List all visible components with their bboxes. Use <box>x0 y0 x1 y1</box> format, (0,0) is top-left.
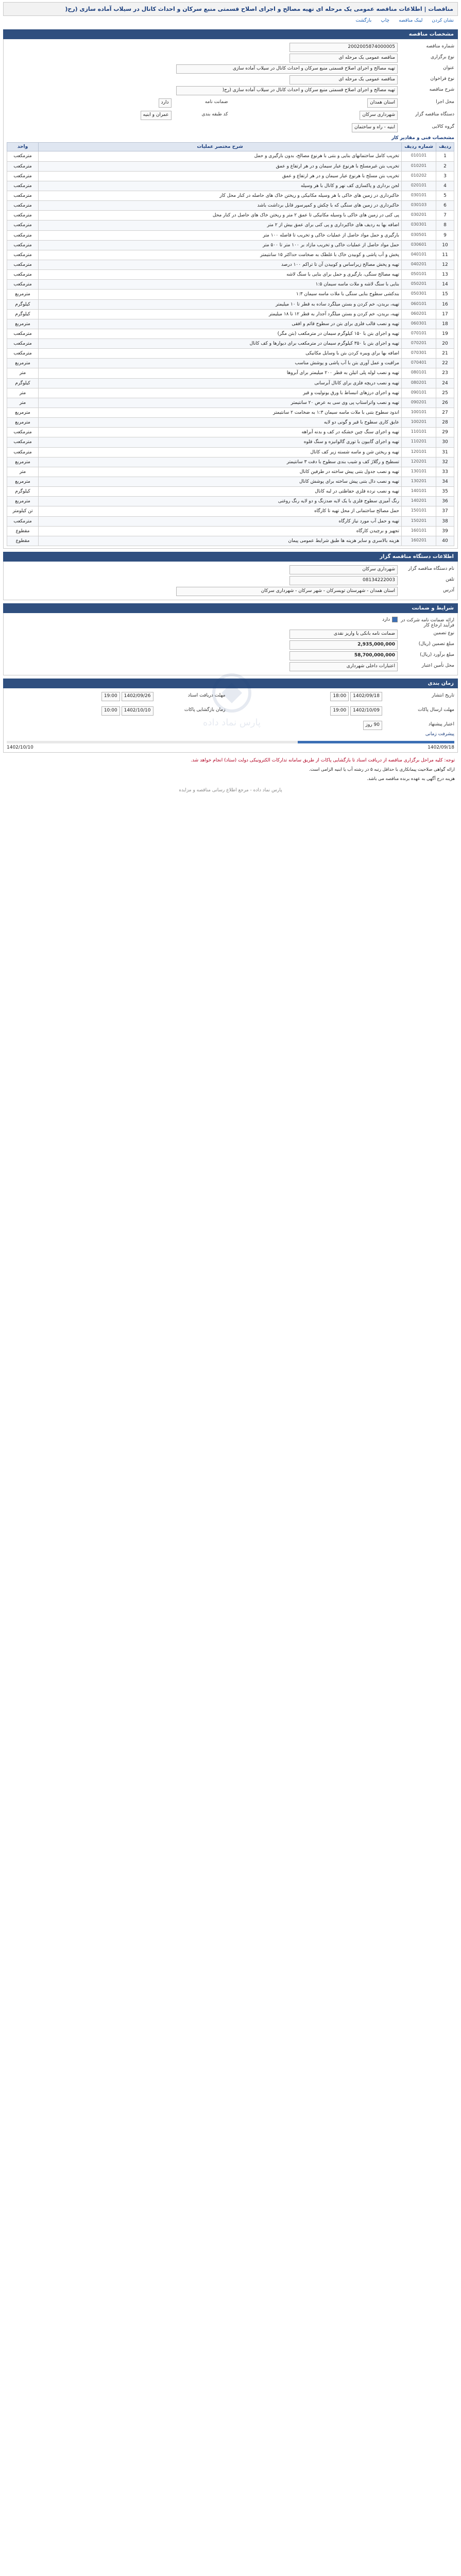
cell-num: 34 <box>436 477 454 487</box>
table-row <box>7 487 454 497</box>
class-label: کد طبقه بندی <box>201 112 228 117</box>
submit-label: مهلت ارسال پاکات <box>418 707 454 713</box>
table-row <box>7 309 454 319</box>
publish-time: 18:00 <box>330 692 349 701</box>
cell-code: 030101 <box>402 191 436 200</box>
cell-unit: مترمکعب <box>7 230 39 240</box>
submit-date: 1402/10/09 <box>350 706 382 716</box>
table-row <box>7 506 454 516</box>
cell-num: 10 <box>436 240 454 250</box>
cell-num: 38 <box>436 516 454 526</box>
c1-label: ارائه ضمانت نامه شرکت در فرآیند ارجاع کار <box>401 618 454 629</box>
header-links <box>3 16 458 25</box>
org-name-label: نام دستگاه مناقصه گزار <box>408 566 454 572</box>
cell-unit: مترمکعب <box>7 428 39 437</box>
cell-unit: مترمربع <box>7 359 39 368</box>
group-label: گروه کالایی <box>432 124 454 130</box>
details-section <box>3 29 458 549</box>
cell-num: 13 <box>436 270 454 280</box>
table-row <box>7 260 454 269</box>
cell-num: 37 <box>436 506 454 516</box>
cell-desc: تهیه و نصب جدول بتنی پیش ساخته در طرفین کانال <box>39 467 402 477</box>
cell-desc: بندکشی سطوح بنایی سنگی با ملات ماسه سیمان ۱:۳ <box>39 290 402 299</box>
page-header <box>0 0 461 26</box>
cell-desc: بارگیری و حمل مواد حاصل از عملیات خاکی و تخریب تا فاصله ۱۰۰ متر <box>39 230 402 240</box>
cell-desc: مراقبت و عمل آوری بتن با آب پاشی و پوشش مناسب <box>39 359 402 368</box>
cell-num: 25 <box>436 388 454 398</box>
cell-code: 080101 <box>402 368 436 378</box>
cell-code: 120201 <box>402 457 436 467</box>
table-row <box>7 201 454 211</box>
col-num: ردیف <box>436 143 454 151</box>
table-row <box>7 408 454 418</box>
cell-num: 39 <box>436 526 454 536</box>
cell-num: 30 <box>436 437 454 447</box>
place: استان همدان <box>367 98 398 108</box>
cell-desc: تهیه و نصب دال بتنی پیش ساخته برای پوشش کانال <box>39 477 402 487</box>
cell-unit: مترمربع <box>7 457 39 467</box>
org-section <box>3 552 458 600</box>
progress-fill <box>298 741 454 743</box>
cell-desc: حمل مصالح ساختمانی از محل تهیه تا کارگاه <box>39 506 402 516</box>
dates-header: زمان بندی <box>3 679 458 688</box>
cell-desc: تهیه و نصب نرده فلزی حفاظتی در لبه کانال <box>39 487 402 497</box>
rule: مناقصه عمومی یک مرحله ای <box>289 75 398 84</box>
org-header: اطلاعات دستگاه مناقصه گزار <box>3 552 458 562</box>
c4-label: مبلغ برآورد (ریال) <box>420 652 454 658</box>
back-link[interactable]: بازگشت <box>355 18 372 24</box>
cell-unit: مترمربع <box>7 319 39 329</box>
address-label: آدرس <box>443 588 454 594</box>
table-row <box>7 447 454 457</box>
cell-code: 060101 <box>402 299 436 309</box>
cell-num: 16 <box>436 299 454 309</box>
print-link[interactable]: چاپ <box>381 18 390 24</box>
org: شهرداری سرکان <box>360 111 398 120</box>
cell-code: 010201 <box>402 161 436 171</box>
progress-end: 1402/10/10 <box>7 745 33 751</box>
conditions-section <box>3 603 458 675</box>
cell-num: 23 <box>436 368 454 378</box>
details-header: مشخصات مناقصه <box>3 29 458 39</box>
cell-unit: مترمکعب <box>7 437 39 447</box>
cell-code: 110201 <box>402 437 436 447</box>
cell-code: 150101 <box>402 506 436 516</box>
cell-code: 160101 <box>402 526 436 536</box>
cell-num: 21 <box>436 349 454 359</box>
cell-desc: پخش و آب پاشی و کوبیدن خاک با غلطک به ضخامت حداکثر ۱۵ سانتیمتر <box>39 250 402 260</box>
cell-desc: تخریب بتن مسلح با هرنوع عیار سیمان و در هر ارتفاع و عمق <box>39 171 402 181</box>
cell-desc: خاکبرداری در زمین های خاکی با هر وسیله مکانیکی و ریختن خاک های حاصله در کنار محل کار <box>39 191 402 200</box>
cell-num: 31 <box>436 447 454 457</box>
cell-num: 12 <box>436 260 454 269</box>
cell-desc: تهیه و پخش مصالح زیراساس و کوبیدن آن تا تراکم ۱۰۰ درصد <box>39 260 402 269</box>
table-row <box>7 191 454 200</box>
place-label: محل اجرا <box>436 99 454 105</box>
cell-unit: مترمکعب <box>7 191 39 200</box>
table-row <box>7 359 454 368</box>
cell-code: 090201 <box>402 398 436 408</box>
cell-desc: تهیه، بریدن، خم کردن و بستن میلگرد آجدار به قطر ۱۲ تا ۱۸ میلیمتر <box>39 309 402 319</box>
type: مناقصه عمومی یک مرحله ای <box>289 54 398 63</box>
note-1: توجه: کلیه مراحل برگزاری مناقصه از دریافت اسناد تا بازگشایی پاکات از طریق سامانه تدارکات الکترونیکی دولت (ستاد) انجام خواهد شد. <box>191 758 455 764</box>
cell-code: 130201 <box>402 477 436 487</box>
cell-num: 4 <box>436 181 454 191</box>
cell-num: 27 <box>436 408 454 418</box>
cell-unit: کیلوگرم <box>7 378 39 388</box>
cell-desc: حمل مواد حاصل از عملیات خاکی و تخریب مازاد بر ۱۰۰ متر تا ۵۰۰ متر <box>39 240 402 250</box>
items-table <box>7 142 454 546</box>
cell-code: 050101 <box>402 270 436 280</box>
deposit: دارد <box>159 98 172 108</box>
cell-code: 120101 <box>402 447 436 457</box>
cell-code: 030601 <box>402 240 436 250</box>
c1-checkbox <box>392 617 398 622</box>
cell-num: 2 <box>436 161 454 171</box>
cell-unit: مقطوع <box>7 536 39 546</box>
cell-desc: اضافه بها به ردیف های خاکبرداری و پی کنی برای عمق بیش از ۲ متر <box>39 221 402 230</box>
cell-desc: لجن برداری و پاکسازی کف نهر و کانال با هر وسیله <box>39 181 402 191</box>
cell-desc: تهیه و اجرای بتن با ۱۵۰ کیلوگرم سیمان در مترمکعب (بتن مگر) <box>39 329 402 338</box>
c4: 58,700,000,000 <box>289 651 398 660</box>
cell-code: 070201 <box>402 339 436 349</box>
cell-unit: مترمکعب <box>7 250 39 260</box>
table-row <box>7 477 454 487</box>
cell-desc: تهیه مصالح سنگی، بارگیری و حمل برای بنایی با سنگ لاشه <box>39 270 402 280</box>
cell-code: 150201 <box>402 516 436 526</box>
table-row <box>7 211 454 221</box>
dates-section <box>3 679 458 753</box>
watermark-text: پارس نماد داده <box>203 717 261 728</box>
table-row <box>7 368 454 378</box>
items-title: مشخصات فنی و مقادیر کار <box>391 135 454 141</box>
c2-label: نوع تضمین <box>433 631 454 636</box>
c3: 2,935,000,000 <box>289 640 398 650</box>
table-row <box>7 221 454 230</box>
cell-num: 36 <box>436 497 454 506</box>
cell-code: 030201 <box>402 211 436 221</box>
class: عمران و ابنیه <box>141 111 172 120</box>
cell-num: 18 <box>436 319 454 329</box>
items-body <box>7 151 454 546</box>
cell-desc: اندود سطوح بتنی با ملات ماسه سیمان ۱:۳ به ضخامت ۲ سانتیمتر <box>39 408 402 418</box>
notes-section <box>3 756 458 784</box>
cell-desc: تهیه و اجرای سنگ چین خشکه در کف و بدنه آبراهه <box>39 428 402 437</box>
cell-num: 14 <box>436 280 454 290</box>
cell-desc: تسطیح و رگلاژ کف و شیب بندی سطوح با دقت ۳ سانتیمتر <box>39 457 402 467</box>
cell-num: 40 <box>436 536 454 546</box>
table-row <box>7 388 454 398</box>
table-row <box>7 290 454 299</box>
cell-unit: مترمربع <box>7 290 39 299</box>
cell-unit: مترمکعب <box>7 181 39 191</box>
table-row <box>7 378 454 388</box>
cell-desc: تهیه و نصب واتراستاپ پی وی سی به عرض ۲۰ سانتیمتر <box>39 398 402 408</box>
cell-desc: هزینه بالاسری و سایر هزینه ها طبق شرایط عمومی پیمان <box>39 536 402 546</box>
cell-desc: عایق کاری سطوح با قیر و گونی دو لایه <box>39 418 402 428</box>
cell-desc: اضافه بها برای ویبره کردن بتن با وسایل مکانیکی <box>39 349 402 359</box>
cell-unit: مترمکعب <box>7 161 39 171</box>
cell-num: 3 <box>436 171 454 181</box>
doc-date: 1402/09/26 <box>122 692 153 701</box>
table-row <box>7 526 454 536</box>
cell-num: 7 <box>436 211 454 221</box>
cell-code: 070401 <box>402 359 436 368</box>
c5: اعتبارات داخلی شهرداری <box>289 662 398 671</box>
title-value: تهیه مصالح و اجرای اصلاح قسمتی منبع سرکان و احداث کانال در سیلاب آماده سازی <box>176 64 398 74</box>
publish-date: 1402/09/18 <box>350 692 382 701</box>
cell-num: 9 <box>436 230 454 240</box>
cell-num: 28 <box>436 418 454 428</box>
cell-unit: مترمکعب <box>7 280 39 290</box>
footer: پارس نماد داده - مرجع اطلاع رسانی مناقصه و مزایده <box>179 788 282 793</box>
cell-unit: تن کیلومتر <box>7 506 39 516</box>
cell-num: 24 <box>436 378 454 388</box>
phone: 08134222003 <box>289 576 398 585</box>
cell-code: 090101 <box>402 388 436 398</box>
table-row <box>7 280 454 290</box>
type-label: نوع برگزاری <box>431 55 454 60</box>
cell-unit: مقطوع <box>7 526 39 536</box>
valid-label: اعتبار پیشنهاد <box>428 722 454 727</box>
table-row <box>7 240 454 250</box>
cell-code: 100201 <box>402 418 436 428</box>
cell-unit: کیلوگرم <box>7 487 39 497</box>
cell-num: 6 <box>436 201 454 211</box>
table-row <box>7 270 454 280</box>
cell-code: 030301 <box>402 221 436 230</box>
cell-unit: مترمکعب <box>7 221 39 230</box>
c1: دارد <box>382 617 390 623</box>
cell-num: 22 <box>436 359 454 368</box>
cell-num: 19 <box>436 329 454 338</box>
table-row <box>7 497 454 506</box>
cell-unit: مترمکعب <box>7 260 39 269</box>
cell-code: 050201 <box>402 280 436 290</box>
deposit-label: ضمانت نامه <box>204 99 228 105</box>
cell-desc: تهیه و ریختن شن و ماسه شسته زیر کف کانال <box>39 447 402 457</box>
cell-code: 060301 <box>402 319 436 329</box>
cell-desc: تهیه، بریدن، خم کردن و بستن میلگرد ساده به قطر تا ۱۰ میلیمتر <box>39 299 402 309</box>
org-name: شهرداری سرکان <box>289 565 398 574</box>
cell-code: 070301 <box>402 349 436 359</box>
cell-code: 070101 <box>402 329 436 338</box>
table-row <box>7 151 454 161</box>
c2: ضمانت نامه بانکی یا واریز نقدی <box>289 630 398 639</box>
cell-code: 040101 <box>402 250 436 260</box>
table-row <box>7 181 454 191</box>
cell-unit: مترمکعب <box>7 516 39 526</box>
cell-code: 010101 <box>402 151 436 161</box>
cell-unit: مترمربع <box>7 418 39 428</box>
cell-unit: متر <box>7 467 39 477</box>
c3-label: مبلغ تضمین (ریال) <box>418 641 454 647</box>
cell-unit: متر <box>7 398 39 408</box>
cell-num: 29 <box>436 428 454 437</box>
org-label: دستگاه مناقصه گزار <box>415 112 454 117</box>
cell-unit: مترمربع <box>7 408 39 418</box>
cell-num: 5 <box>436 191 454 200</box>
conditions-header: شرایط و ضمانت <box>3 603 458 613</box>
cell-num: 1 <box>436 151 454 161</box>
publish-label: تاریخ انتشار <box>432 693 454 699</box>
cell-code: 050301 <box>402 290 436 299</box>
phone-label: تلفن <box>446 577 454 583</box>
cell-desc: بنایی با سنگ لاشه و ملات ماسه سیمان ۱:۵ <box>39 280 402 290</box>
table-row <box>7 299 454 309</box>
cell-desc: تهیه و اجرای بتن با ۳۵۰ کیلوگرم سیمان در مترمکعب برای دیوارها و کف کانال <box>39 339 402 349</box>
progress-bar <box>7 741 454 743</box>
c5-label: محل تأمین اعتبار <box>421 663 454 669</box>
cell-num: 15 <box>436 290 454 299</box>
cell-desc: تهیه و نصب دریچه فلزی برای کانال آبرسانی <box>39 378 402 388</box>
table-row <box>7 437 454 447</box>
desc: تهیه مصالح و اجرای اصلاح قسمتی منبع سرکان و احداث کانال در سیلاب آماده سازی (رح( <box>176 86 398 95</box>
cell-unit: مترمکعب <box>7 171 39 181</box>
col-desc: شرح مختصر عملیات <box>39 143 402 151</box>
open-label: زمان بازگشایی پاکات <box>184 707 226 713</box>
cell-unit: کیلوگرم <box>7 299 39 309</box>
cell-unit: مترمکعب <box>7 211 39 221</box>
cell-desc: خاکبرداری در زمین های سنگی که با چکش و کمپرسور قابل برداشت باشد <box>39 201 402 211</box>
cell-unit: مترمکعب <box>7 240 39 250</box>
cell-unit: مترمکعب <box>7 339 39 349</box>
cell-code: 140201 <box>402 497 436 506</box>
cell-num: 20 <box>436 339 454 349</box>
table-row <box>7 418 454 428</box>
cell-desc: رنگ آمیزی سطوح فلزی با یک لایه ضدزنگ و دو لایه رنگ روغنی <box>39 497 402 506</box>
cell-unit: مترمکعب <box>7 349 39 359</box>
note-3: هزینه درج آگهی به عهده برنده مناقصه می باشد. <box>367 776 455 782</box>
cell-unit: مترمکعب <box>7 447 39 457</box>
tender-no-label: شماره مناقصه <box>426 44 454 49</box>
cell-code: 110101 <box>402 428 436 437</box>
title-label: عنوان <box>443 65 454 71</box>
table-row <box>7 230 454 240</box>
table-row <box>7 349 454 359</box>
cell-code: 130101 <box>402 467 436 477</box>
table-row <box>7 329 454 338</box>
cell-code: 040201 <box>402 260 436 269</box>
table-row <box>7 161 454 171</box>
cell-unit: مترمکعب <box>7 329 39 338</box>
cell-unit: مترمکعب <box>7 201 39 211</box>
group: ابنیه - راه و ساختمان <box>352 123 398 132</box>
cell-unit: مترمکعب <box>7 151 39 161</box>
cell-code: 140101 <box>402 487 436 497</box>
cell-unit: مترمربع <box>7 497 39 506</box>
table-row <box>7 339 454 349</box>
submit-time: 19:00 <box>330 706 349 716</box>
note-2: ارائه گواهی صلاحیت پیمانکاری با حداقل رتبه ۵ در رشته آب یا ابنیه الزامی است. <box>309 767 455 773</box>
valid: 90 روز <box>363 721 382 730</box>
cell-code: 100101 <box>402 408 436 418</box>
table-row <box>7 250 454 260</box>
cell-unit: مترمکعب <box>7 270 39 280</box>
table-row <box>7 319 454 329</box>
cell-desc: تخریب کامل ساختمانهای بنایی و بتنی با هرنوع مصالح، بدون بارگیری و حمل <box>39 151 402 161</box>
rule-label: نوع فراخوان <box>430 76 454 82</box>
tender-link[interactable]: لینک مناقصه <box>399 18 423 24</box>
table-row <box>7 171 454 181</box>
cell-desc: تهیه و نصب قالب فلزی برای بتن در سطوح قائم و افقی <box>39 319 402 329</box>
cell-num: 11 <box>436 250 454 260</box>
cell-desc: تهیه و نصب لوله پلی اتیلن به قطر ۲۰۰ میلیمتر برای آبروها <box>39 368 402 378</box>
doc-label: مهلت دریافت اسناد <box>187 693 226 699</box>
progress-start: 1402/09/18 <box>428 745 454 751</box>
cell-unit: متر <box>7 368 39 378</box>
cell-code: 080201 <box>402 378 436 388</box>
cell-num: 32 <box>436 457 454 467</box>
mark-link[interactable]: نشان کردن <box>432 18 454 24</box>
open-time: 10:00 <box>101 706 120 716</box>
cell-code: 060201 <box>402 309 436 319</box>
cell-desc: تجهیز و برچیدن کارگاه <box>39 526 402 536</box>
cell-desc: تهیه و اجرای درزهای انبساط با ورق یونولیت و قیر <box>39 388 402 398</box>
progress-label: پیشرفت زمانی <box>425 732 454 737</box>
col-unit: واحد <box>7 143 39 151</box>
cell-code: 010202 <box>402 171 436 181</box>
open-date: 1402/10/10 <box>122 706 153 716</box>
cell-code: 160201 <box>402 536 436 546</box>
cell-code: 020101 <box>402 181 436 191</box>
cell-desc: پی کنی در زمین های خاکی با وسیله مکانیکی تا عمق ۲ متر و ریختن خاک های حاصل در کنار محل <box>39 211 402 221</box>
table-row <box>7 516 454 526</box>
cell-desc: تهیه و حمل آب مورد نیاز کارگاه <box>39 516 402 526</box>
cell-unit: مترمربع <box>7 477 39 487</box>
cell-num: 17 <box>436 309 454 319</box>
page-title: مناقصات | اطلاعات مناقصه عمومی یک مرحله ای تهیه مصالح و اجرای اصلاح قسمتی منبع سرکان و احداث کانال در سیلاب آماده سازی (رح( <box>3 2 458 16</box>
cell-num: 8 <box>436 221 454 230</box>
cell-desc: تخریب بتن غیرمسلح با هرنوع عیار سیمان و در هر ارتفاع و عمق <box>39 161 402 171</box>
cell-num: 33 <box>436 467 454 477</box>
desc-label: شرح مناقصه <box>429 87 454 93</box>
table-row <box>7 428 454 437</box>
table-row <box>7 467 454 477</box>
cell-unit: متر <box>7 388 39 398</box>
cell-desc: تهیه و اجرای گابیون با توری گالوانیزه و سنگ قلوه <box>39 437 402 447</box>
cell-num: 35 <box>436 487 454 497</box>
table-row <box>7 398 454 408</box>
address: استان همدان - شهرستان تویسرکان - شهر سرکان - شهرداری سرکان <box>176 587 398 596</box>
col-code: شماره ردیف <box>402 143 436 151</box>
cell-unit: کیلوگرم <box>7 309 39 319</box>
table-row <box>7 457 454 467</box>
tender-no: 2002005874000005 <box>289 43 398 52</box>
doc-time: 19:00 <box>101 692 120 701</box>
cell-code: 030103 <box>402 201 436 211</box>
cell-code: 030501 <box>402 230 436 240</box>
cell-num: 26 <box>436 398 454 408</box>
table-row <box>7 536 454 546</box>
